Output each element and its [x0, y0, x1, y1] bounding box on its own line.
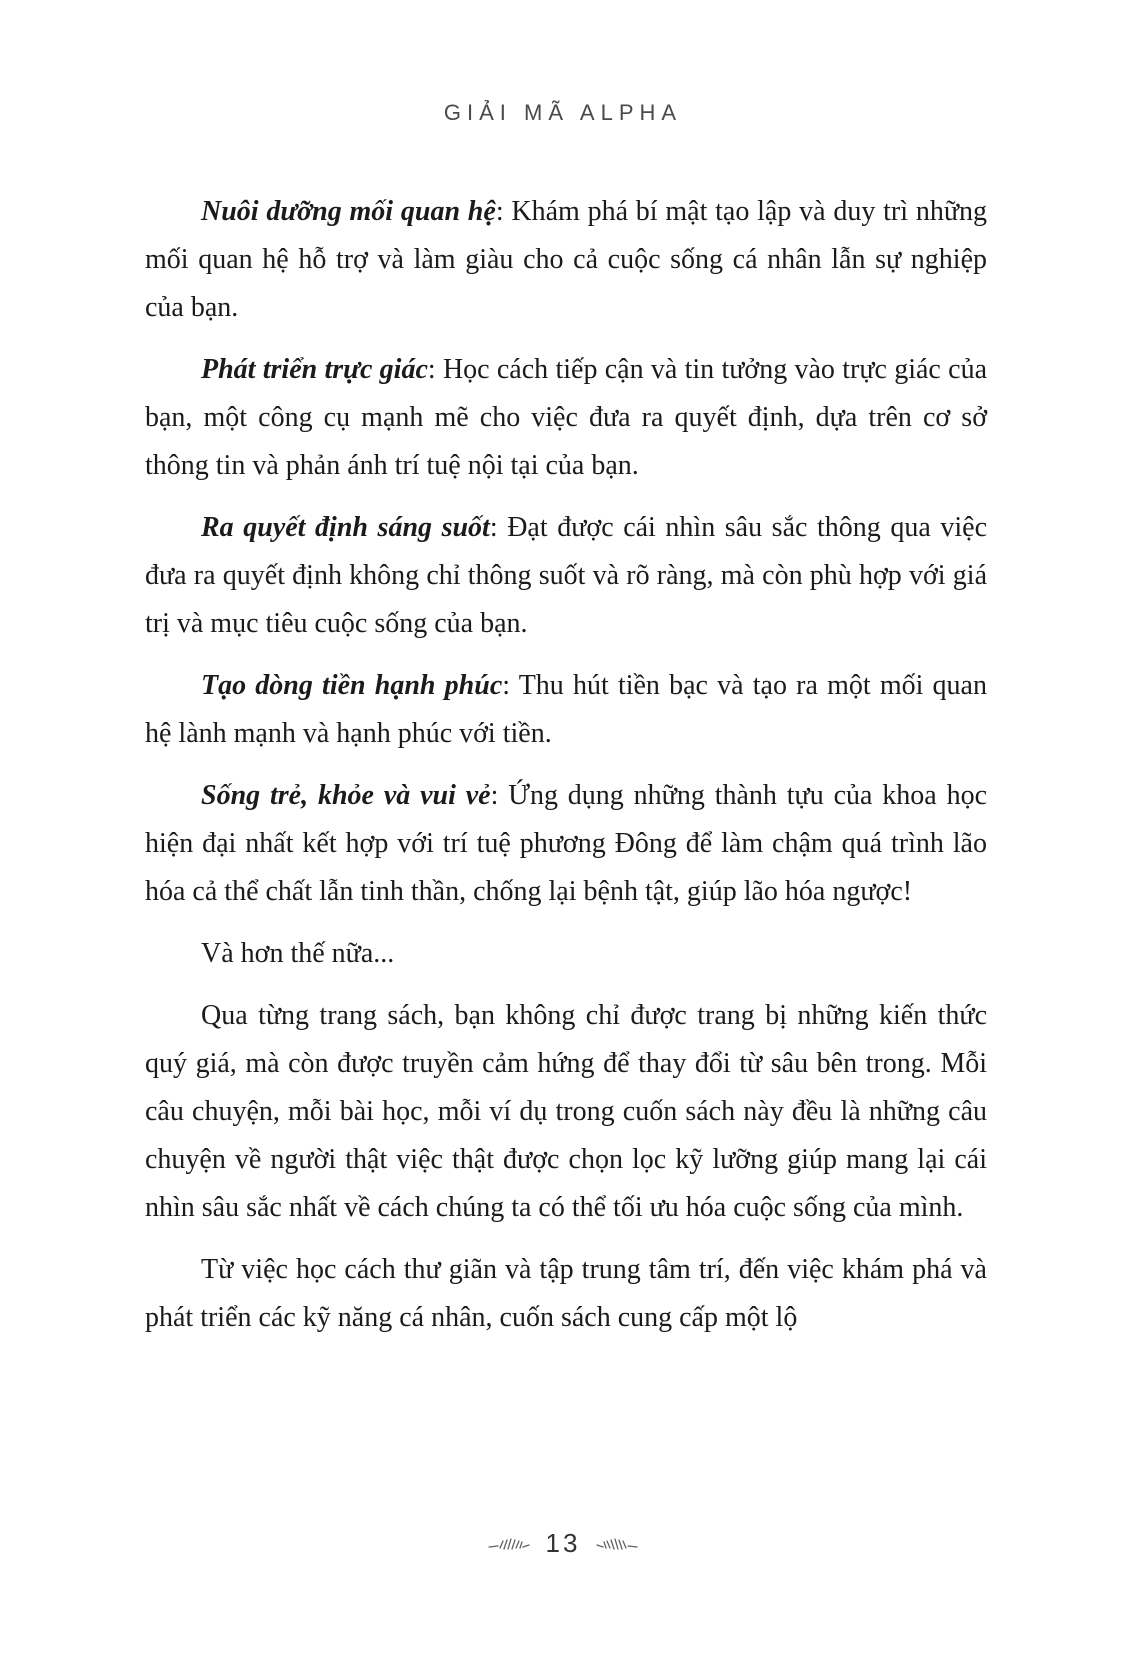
paragraph: Phát triển trực giác: Học cách tiếp cận và tin tưởng vào trực giác của bạn, một công cụ mạnh mẽ cho việc đưa ra quyết định, dựa trên cơ sở thông tin và phản ánh trí tuệ nội tại của bạn. — [145, 354, 987, 481]
body-paragraphs — [145, 188, 987, 1356]
page-number: 13 — [545, 1528, 581, 1558]
paragraph-lead: Sống trẻ, khỏe và vui vẻ — [201, 780, 491, 811]
fern-flourish-icon-right — [596, 1536, 638, 1552]
paragraph: Ra quyết định sáng suốt: Đạt được cái nhìn sâu sắc thông qua việc đưa ra quyết định không chỉ thông suốt và rõ ràng, mà còn phù hợp với giá trị và mục tiêu cuộc sống của bạn. — [145, 512, 987, 639]
paragraph: Qua từng trang sách, bạn không chỉ được trang bị những kiến thức quý giá, mà còn được truyền cảm hứng để thay đổi từ sâu bên trong. Mỗi câu chuyện, mỗi bài học, mỗi ví dụ trong cuốn sách này đều là những câu chuyện về người thật việc thật được chọn lọc kỹ lưỡng giúp mang lại cái nhìn sâu sắc nhất về cách chúng ta có thể tối ưu hóa cuộc sống của mình. — [145, 1000, 987, 1223]
fern-flourish-icon-left — [488, 1536, 530, 1552]
paragraph-lead: Phát triển trực giác — [201, 354, 428, 385]
paragraph: Sống trẻ, khỏe và vui vẻ: Ứng dụng những thành tựu của khoa học hiện đại nhất kết hợp với trí tuệ phương Đông để làm chậm quá trình lão hóa cả thể chất lẫn tinh thần, chống lại bệnh tật, giúp lão hóa ngược! — [145, 780, 987, 907]
running-header: GIẢI MÃ ALPHA — [443, 100, 683, 125]
paragraph-lead: Tạo dòng tiền hạnh phúc — [201, 670, 503, 701]
paragraph: Nuôi dưỡng mối quan hệ: Khám phá bí mật tạo lập và duy trì những mối quan hệ hỗ trợ và làm giàu cho cả cuộc sống cá nhân lẫn sự nghiệp của bạn. — [145, 196, 987, 323]
paragraph-lead: Nuôi dưỡng mối quan hệ — [201, 196, 496, 227]
page-footer — [0, 1528, 1126, 1559]
paragraph: Từ việc học cách thư giãn và tập trung tâm trí, đến việc khám phá và phát triển các kỹ năng cá nhân, cuốn sách cung cấp một lộ — [145, 1254, 987, 1333]
paragraph-lead: Ra quyết định sáng suốt — [201, 512, 490, 543]
paragraph: Tạo dòng tiền hạnh phúc: Thu hút tiền bạc và tạo ra một mối quan hệ lành mạnh và hạnh phúc với tiền. — [145, 670, 987, 749]
paragraph: Và hơn thế nữa... — [201, 938, 395, 969]
